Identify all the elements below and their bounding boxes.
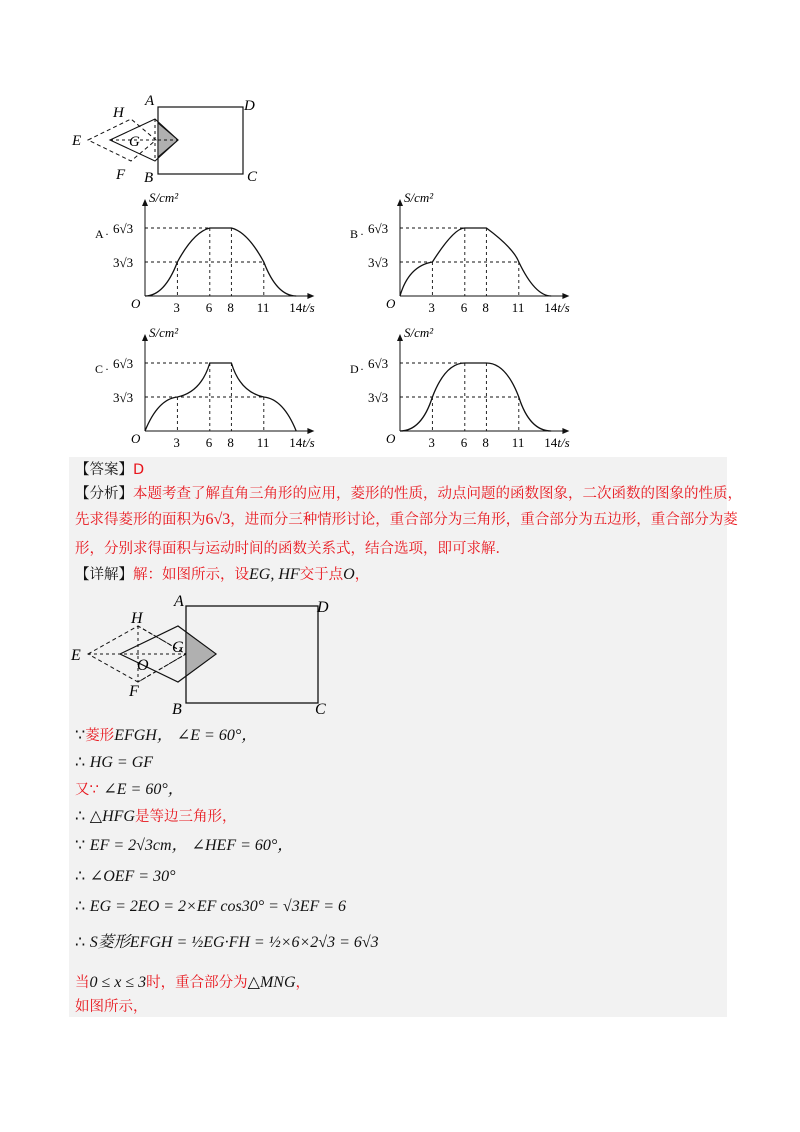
y-axis-label: S/cm²: [404, 190, 434, 205]
origin-label: O: [131, 296, 141, 311]
analysis-label: 【分析】: [75, 486, 133, 502]
tick-y-low: 3√3: [368, 390, 389, 405]
step-3: 又∵ ∠E = 60°，: [75, 781, 184, 798]
tick-x-14: 14: [289, 300, 303, 315]
top-figure: [60, 90, 280, 190]
detail-label: 【详解】: [75, 567, 133, 583]
y-arrow: [142, 334, 148, 341]
tick-x-11: 11: [511, 435, 525, 450]
answer-value: D: [133, 462, 145, 478]
tick-y-high: 6√3: [368, 356, 389, 371]
option-dot: ·: [360, 227, 364, 241]
svg-text:C: C: [315, 701, 326, 718]
x-arrow: [307, 293, 314, 299]
step-4: ∴ △HFG是等边三角形，: [75, 808, 237, 825]
analysis-line-2: 先求得菱形的面积为6√3，进而分三种情形讨论，重合部分为三角形，重合部分为五边形，重合部分为菱: [75, 511, 738, 528]
detail-figure: [68, 590, 348, 720]
tick-y-low: 3√3: [113, 255, 134, 270]
step-6: ∴ ∠OEF = 30°: [75, 868, 176, 885]
last-line: 如图所示，: [75, 999, 148, 1015]
tick-x-8: 8: [482, 300, 489, 315]
option-graph-A: [95, 190, 355, 320]
series-curve: [145, 363, 296, 431]
tick-x-3: 3: [173, 435, 180, 450]
tick-y-high: 6√3: [113, 356, 134, 371]
option-dot: ·: [360, 362, 364, 376]
answer-label: 【答案】: [75, 462, 133, 478]
tick-x-8: 8: [227, 300, 234, 315]
tick-x-6: 6: [205, 300, 213, 315]
x-arrow: [562, 428, 569, 434]
label-A: A: [145, 93, 155, 109]
tick-x-3: 3: [173, 300, 180, 315]
label-E: E: [72, 133, 82, 149]
option-graph-B: [350, 190, 610, 320]
option-letter: C: [95, 362, 104, 376]
y-arrow: [397, 334, 403, 341]
step-2: ∴ HG = GF: [75, 754, 154, 771]
analysis-line-1: 【分析】本题考查了解直角三角形的应用，菱形的性质，动点问题的函数图象，二次函数的图象的性质，: [75, 486, 742, 502]
tick-x-3: 3: [428, 300, 435, 315]
x-axis-label: t/s: [557, 300, 570, 315]
series-curve: [145, 228, 296, 296]
tick-x-14: 14: [289, 435, 303, 450]
tick-x-3: 3: [428, 435, 435, 450]
x-axis-label: t/s: [302, 435, 315, 450]
step-1: ∵菱形EFGH， ∠E = 60°，: [75, 727, 258, 744]
tick-x-11: 11: [511, 300, 525, 315]
label-B: B: [144, 170, 154, 186]
tick-x-8: 8: [482, 435, 489, 450]
svg-text:D: D: [317, 599, 329, 616]
case-line: 当0 ≤ x ≤ 3时，重合部分为△MNG，: [75, 974, 311, 991]
step-5: ∵ EF = 2√3cm， ∠HEF = 60°，: [75, 837, 294, 854]
series-curve: [400, 228, 551, 296]
step-8: ∴ S菱形EFGH = ½EG·FH = ½×6×2√3 = 6√3: [75, 934, 379, 951]
label-F: F: [116, 167, 126, 183]
series-curve: [400, 363, 551, 431]
tick-x-14: 14: [544, 300, 558, 315]
svg-text:G: G: [172, 639, 184, 656]
svg-text:H: H: [131, 610, 143, 627]
tick-x-8: 8: [227, 435, 234, 450]
label-C: C: [247, 169, 258, 185]
svg-text:F: F: [129, 683, 139, 700]
tick-x-6: 6: [205, 435, 213, 450]
tick-x-14: 14: [544, 435, 558, 450]
step-7: ∴ EG = 2EO = 2×EF cos30° = √3EF = 6: [75, 898, 347, 915]
option-graph-D: [350, 325, 610, 455]
label-D: D: [244, 98, 255, 114]
tick-y-low: 3√3: [113, 390, 134, 405]
origin-label: O: [131, 431, 141, 446]
label-G: G: [129, 134, 140, 150]
svg-text:E: E: [71, 647, 81, 664]
option-letter: D: [350, 362, 359, 376]
tick-x-11: 11: [256, 300, 270, 315]
tick-x-6: 6: [460, 300, 468, 315]
tick-y-low: 3√3: [368, 255, 389, 270]
y-arrow: [142, 199, 148, 206]
svg-text:B: B: [172, 701, 182, 718]
detail-intro: 【详解】解：如图所示，设EG, HF交于点O，: [75, 566, 370, 583]
svg-text:O: O: [137, 657, 149, 674]
x-arrow: [307, 428, 314, 434]
tick-x-11: 11: [256, 435, 270, 450]
option-graph-C: [95, 325, 355, 455]
origin-label: O: [386, 431, 396, 446]
label-H: H: [113, 105, 124, 121]
tick-x-6: 6: [460, 435, 468, 450]
area-value: 6√3: [205, 511, 231, 528]
origin-label: O: [386, 296, 396, 311]
x-arrow: [562, 293, 569, 299]
svg-text:A: A: [174, 593, 184, 610]
y-axis-label: S/cm²: [149, 325, 179, 340]
answer-line: [75, 459, 144, 481]
x-axis-label: t/s: [557, 435, 570, 450]
y-axis-label: S/cm²: [149, 190, 179, 205]
y-arrow: [397, 199, 403, 206]
tick-y-high: 6√3: [368, 221, 389, 236]
analysis-line-3: 形，分别求得面积与运动时间的函数关系式，结合选项，即可求解．: [75, 541, 510, 557]
tick-y-high: 6√3: [113, 221, 134, 236]
option-letter: B: [350, 227, 359, 241]
x-axis-label: t/s: [302, 300, 315, 315]
option-letter: A: [95, 227, 104, 241]
y-axis-label: S/cm²: [404, 325, 434, 340]
option-dot: ·: [105, 362, 109, 376]
option-dot: ·: [105, 227, 109, 241]
